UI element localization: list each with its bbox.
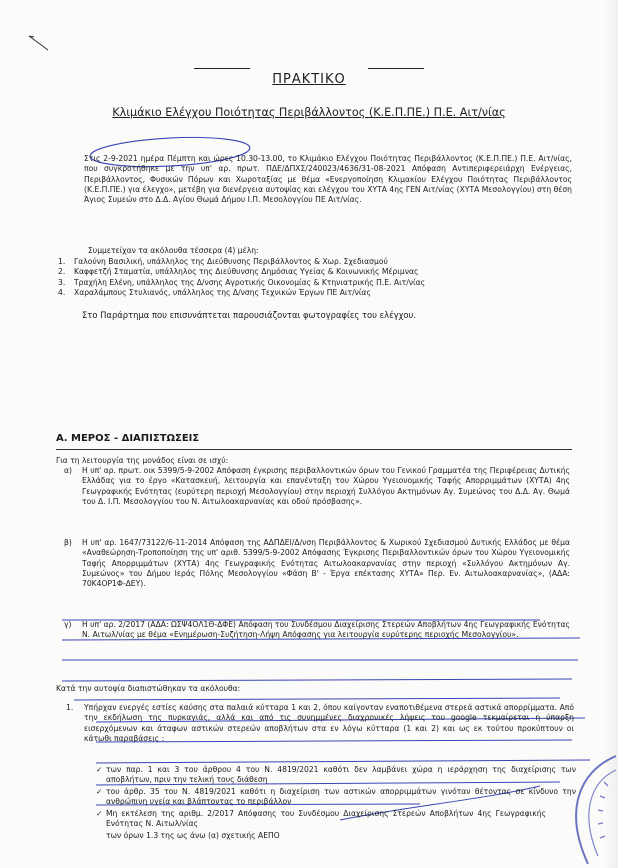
license-text: Η υπ' αρ. 1647/73122/6-11-2014 Απόφαση της ΑΔΠΔΕΙ/Δ/νση Περιβάλλοντος & Χωρικού Σχεδιασμού Δυτικής Ελλάδος με θέμα «Αναθεώρηση-Τροποποίηση της υπ' αριθ. 5399/5-9-2002 Απόφασης Έγκρισης Περιβαλλοντικών όρων του Χώρου Υγειονομικής Ταφής Απορριμμάτων (ΧΥΤΑ) 4ης Γεωγραφικής Ενότητας Αιτωλοακαρνανίας στην περιοχή «Συλλόγου Ακτημόνων Αγ. Συμεώνος» του Δήμου Ιεράς Πόλης Μεσολογγίου «Φάση Β' - Έργα επέκτασης ΧΥΤΑ» Περ. Εν. Αιτωλοακαρνανίας», (ΑΔΑ: 70Κ4ΟΡ1Φ-ΔΕΥ). xyxy=(82,538,570,589)
appendix-note: Στο Παράρτημα που επισυνάπτεται παρουσιάζονται φωτογραφίες του ελέγχου. xyxy=(82,310,417,320)
finding-text: Υπήρχαν ενεργές εστίες καύσης στα παλαιά κύτταρα 1 και 2, όπου καίγονταν εναποτιθέμενα στερεά αστικά απορρίμματα. Από την εκδήλωση της πυρκαγιάς, αλλά και από τις συνημμένες διαχρονικές λήψεις του google τεκμαίρεται η ύπαρξη εισερχόμενων και άταφων αστικών στερεών αποβλήτων στα εν λόγω κύτταρα (1 και 2) και ως εκ τούτου προκύπτουν οι κάτωθι παραβάσεις : xyxy=(84,703,574,744)
license-mark: γ) xyxy=(64,620,72,629)
violation-item xyxy=(96,765,576,786)
violation-item xyxy=(96,787,576,808)
license-text: Η υπ' αρ. 2/2017 (ΑΔΑ: ΩΣΨ4ΟΛ1Θ-ΔΦΕ) Απόφαση του Συνδέσμου Διαχείρισης Στερεών Αποβλήτων 4ης Γεωγραφικής Ενότητας Ν. Αιτωλ/νίας με θέμα «Ενημέρωση-Συζήτηση-Λήψη Απόφασης για λειτουργία ευρύτερης περιοχής Μεσολογγίου». xyxy=(82,620,570,640)
license-item-b xyxy=(64,538,570,589)
list-item xyxy=(58,267,568,277)
violation-item xyxy=(106,831,546,841)
member-number: 3. xyxy=(58,277,66,287)
members-intro: Συμμετείχαν τα ακόλουθα τέσσερα (4) μέλη: xyxy=(88,246,259,255)
license-mark: α) xyxy=(64,466,72,475)
license-intro: Για τη λειτουργία της μονάδος είναι σε ισχύ: xyxy=(56,456,229,465)
violation-text: του άρθρ. 35 του Ν. 4819/2021 καθότι η διαχείριση των αστικών απορριμμάτων γινόταν θέτοντας σε κίνδυνο την ανθρώπινη υγεία και βλάπτοντας το περιβάλλον xyxy=(106,787,576,807)
license-item-c xyxy=(64,620,570,641)
member-text: Χαραλάμπους Στυλιανός, υπάλληλος της Δ/νσης Τεχνικών Έργων ΠΕ Αιτ/νίας xyxy=(74,288,371,298)
header-rule-right xyxy=(368,68,424,69)
license-text: Η υπ' αρ. πρωτ. οικ 5399/5-9-2002 Απόφαση έγκρισης περιβαλλοντικών όρων του Γενικού Γραμματέα της Περιφέρειας Δυτικής Ελλάδας για το έργο «Κατασκευή, λειτουργία και επανένταξη του Χώρου Υγειονομικής Ταφής Απορριμμάτων (ΧΥΤΑ) 4ης Γεωγραφικής Ενότητας (ευρύτερη περιοχή Μεσολογγίου) στην περιοχή Συλλόγου Ακτημόνων Αγ. Συμεώνος του Δ.Δ. Αγ. Θωμά του Δ. Ι.Π. Μεσολογγίου του Ν. Αιτωλοακαρνανίας και οδού πρόσβασης». xyxy=(82,466,570,506)
section-rule xyxy=(56,449,572,450)
member-text: Καφφετζή Σταματία, υπάλληλος της Διεύθυνσης Δημόσιας Υγείας & Κοινωνικής Μέριμνας xyxy=(74,267,419,277)
license-item-a xyxy=(64,466,570,507)
violation-text: των παρ. 1 και 3 του άρθρου 4 του Ν. 4819/2021 καθότι δεν λαμβάνει χώρα η ιεράρχηση της διαχείρισης των αποβλήτων, πριν την τελική τους διάθεση xyxy=(106,765,576,785)
stamp-seal-partial xyxy=(558,752,616,868)
check-icon: ✓ xyxy=(96,765,103,774)
member-number: 1. xyxy=(58,257,66,266)
header-rule-left xyxy=(194,68,250,69)
member-text: Γαλούνη Βασιλική, υπάλληλος της Διεύθυνσης Περιβάλλοντος & Χωρ. Σχεδιασμού xyxy=(74,257,388,266)
scan-corner-mark xyxy=(28,34,50,52)
finding-number: 1. xyxy=(66,703,74,712)
scan-shadow xyxy=(604,0,618,868)
findings-intro: Κατά την αυτοψία διαπιστώθηκαν τα ακόλουθα: xyxy=(56,684,241,693)
violation-text: των όρων 1.3 της ως άνω (α) σχετικής ΑΕΠΟ xyxy=(106,831,280,840)
license-mark: β) xyxy=(64,538,72,547)
list-item xyxy=(58,288,568,298)
finding-item-1 xyxy=(66,703,574,745)
intro-paragraph: Στις 2-9-2021 ημέρα Πέμπτη και ώρες 10.30-13.00, το Κλιμάκιο Ελέγχου Ποιότητας Περιβάλλοντος (Κ.Ε.Π.ΠΕ.) Π.Ε. Αιτ/νίας, που συγκροτήθηκε με την υπ' αρ. πρωτ. ΠΔΕ/ΔΠΧΣ/240023/4636/31-08-2021 Απόφαση Αντιπεριφερειάρχη Ενέργειας, Περιβάλλοντος, Φυσικών Πόρων και Χωροταξίας με θέμα «Ενεργοποίηση Κλιμακίου Ελέγχου Ποιότητας Περιβάλλοντος (Κ.Ε.Π.ΠΕ.) για έλεγχο», μετέβη για διενέργεια αυτοψίας και ελέγχου του ΧΥΤΑ 4ης ΓΕΝ Αιτ/νίας (ΧΥΤΑ Μεσολογγίου) στη θέση Άγιος Συμεών στο Δ.Δ. Αγίου Θωμά Δήμου Ι.Π. Μεσολογγίου ΠΕ Αιτ/νίας. xyxy=(84,154,572,205)
list-item xyxy=(58,278,568,288)
member-number: 2. xyxy=(58,267,66,277)
violation-item xyxy=(96,809,546,830)
document-subtitle: Κλιμάκιο Ελέγχου Ποιότητας Περιβάλλοντος (Κ.Ε.Π.ΠΕ.) Π.Ε. Αιτ/νίας xyxy=(112,106,506,119)
member-text: Τραχήλη Ελένη, υπάλληλος της Δ/νσης Αγροτικής Οικονομίας & Κτηνιατρικής Π.Ε. Αιτ/νίας xyxy=(74,277,426,287)
document-title: ΠΡΑΚΤΙΚΟ xyxy=(272,72,346,87)
violation-text: Μη εκτέλεση της αριθμ. 2/2017 Απόφασης του Συνδέσμου Διαχείρισης Στερεών Αποβλήτων 4ης Γεωγραφικής Ενότητας Ν. Αιτωλ/νίας xyxy=(106,809,546,829)
check-icon: ✓ xyxy=(96,809,103,818)
member-number: 4. xyxy=(58,288,66,298)
list-item xyxy=(58,257,568,267)
section-heading: Α. ΜΕΡΟΣ - ΔΙΑΠΙΣΤΩΣΕΙΣ xyxy=(56,433,200,444)
members-list xyxy=(58,257,568,299)
check-icon: ✓ xyxy=(96,787,103,796)
